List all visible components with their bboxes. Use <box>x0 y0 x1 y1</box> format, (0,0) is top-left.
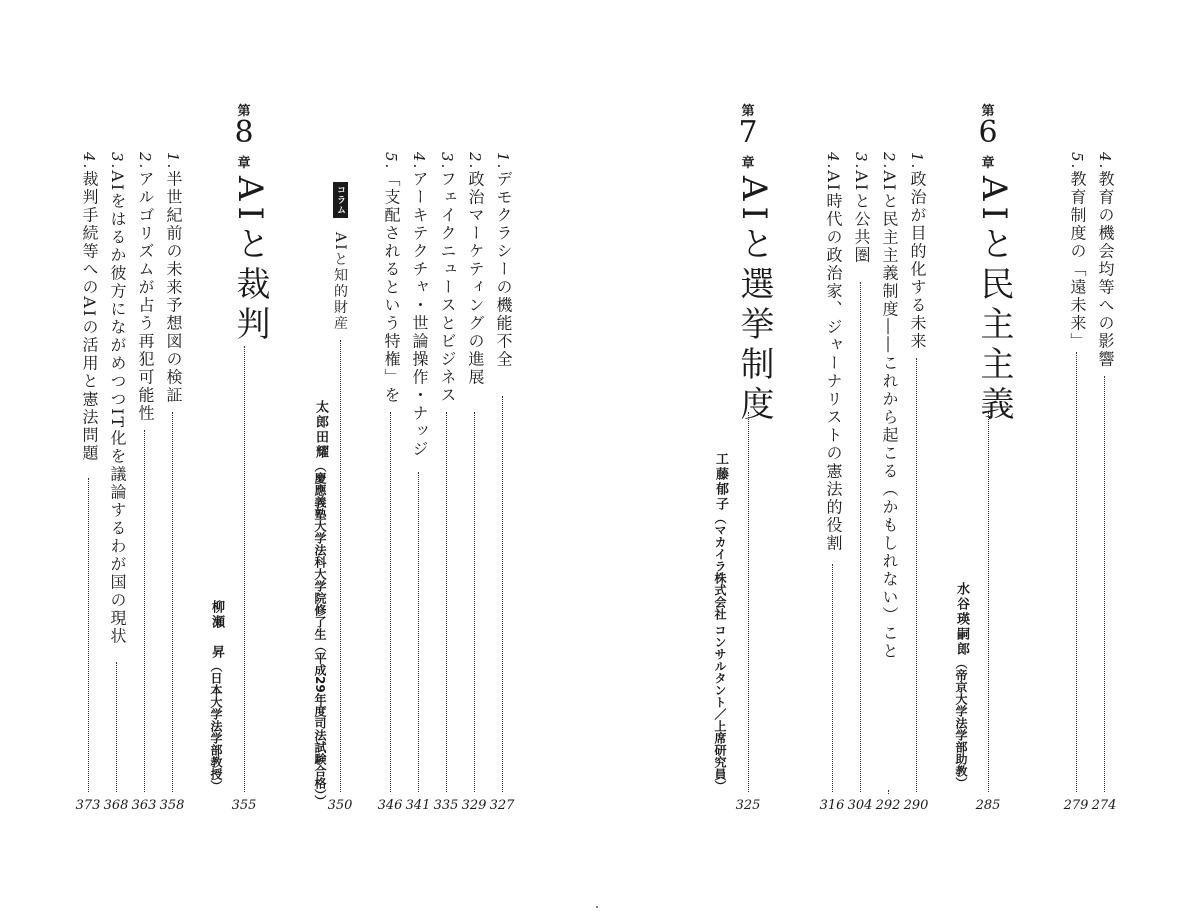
leader-dots <box>1104 376 1105 792</box>
entry-title: デモクラシーの機能不全 <box>494 170 513 369</box>
chapter-author <box>711 452 730 792</box>
chapter-title[interactable]: AIと選挙制度 <box>734 176 774 426</box>
chapter-label-top: 第 <box>981 104 995 119</box>
leader-dots <box>144 430 145 792</box>
entry-title: AIと公共圏 <box>852 170 871 265</box>
page-number: 350 <box>327 798 353 813</box>
page-number: 327 <box>489 798 515 813</box>
leader-dots <box>888 790 889 794</box>
entry-number: 1. <box>164 152 182 171</box>
leader-dots <box>860 282 861 792</box>
entry-number: 2. <box>880 152 898 171</box>
author-name: 太郎田耀 <box>313 400 328 460</box>
toc-entry[interactable] <box>906 152 929 350</box>
entry-number: 2. <box>136 152 154 171</box>
page-number: 325 <box>735 798 761 813</box>
entry-title: 教育の機会均等への影響 <box>1096 170 1115 369</box>
leader-dots <box>340 340 341 792</box>
entry-title: アルゴリズムが占う再犯可能性 <box>136 170 155 423</box>
page-number: 285 <box>975 798 1001 813</box>
column-author <box>311 400 330 807</box>
page-number: 335 <box>433 798 459 813</box>
toc-entry[interactable] <box>878 152 901 660</box>
leader-dots <box>748 412 749 792</box>
toc-entry[interactable] <box>380 152 403 404</box>
entry-number: 5. <box>382 152 400 171</box>
leader-dots <box>474 412 475 792</box>
leader-dots <box>916 358 917 792</box>
page-number: 373 <box>75 798 101 813</box>
entry-title: 政治が目的化する未来 <box>908 170 927 351</box>
leader-dots <box>502 396 503 792</box>
entry-number: 2. <box>466 152 484 171</box>
author-name: 柳瀬 昇 <box>209 600 224 660</box>
entry-number: 4. <box>1096 152 1114 171</box>
toc-entry[interactable] <box>1066 152 1089 350</box>
entry-title: 半世紀前の未来予想図の検証 <box>164 170 183 405</box>
chapter-title[interactable]: AIと裁判 <box>230 176 270 346</box>
chapter-label-bottom: 章 <box>981 156 995 171</box>
page-number: 316 <box>819 798 845 813</box>
chapter-number: 7 <box>738 115 758 150</box>
column-badge: コラム <box>333 182 348 218</box>
entry-number: 5. <box>1068 152 1086 171</box>
entry-number: 3. <box>852 152 870 171</box>
chapter-number: 8 <box>234 115 254 150</box>
toc-entry[interactable] <box>408 152 431 458</box>
author-affiliation: （慶應義塾大学法科大学院修了生（平成29年度司法試験合格）） <box>313 460 327 807</box>
entry-title: 政治マーケティングの進展 <box>466 170 485 387</box>
chapter-label-top: 第 <box>237 104 251 119</box>
entry-title: AIと民主主義制度――これから起こる（かもしれない）こと <box>880 170 899 661</box>
leader-dots <box>172 412 173 792</box>
author-affiliation: （日本大学法学部教授） <box>209 660 223 792</box>
page-number: 358 <box>159 798 185 813</box>
page-number: 292 <box>875 798 901 813</box>
toc-entry[interactable] <box>106 152 129 645</box>
entry-number: 1. <box>494 152 512 171</box>
entry-number: 3. <box>108 152 126 171</box>
leader-dots <box>446 412 447 792</box>
leader-dots <box>390 412 391 792</box>
entry-number: 3. <box>438 152 456 171</box>
page-number: 290 <box>903 798 929 813</box>
entry-title: 「支配されるという特権」を <box>382 170 401 405</box>
toc-entry[interactable] <box>822 152 845 552</box>
toc-entry[interactable] <box>162 152 185 404</box>
entry-title: 裁判手続等へのAIの活用と憲法問題 <box>80 170 99 463</box>
entry-number: 4. <box>824 152 842 171</box>
entry-title: アーキテクチャ・世論操作・ナッジ <box>410 170 429 459</box>
page-number: 368 <box>103 798 129 813</box>
author-name: 水谷瑛嗣郎 <box>954 582 969 657</box>
author-affiliation: （帝京大学法学部助教） <box>954 657 968 789</box>
author-affiliation: （マカイラ株式会社 コンサルタント／上席研究員） <box>713 512 727 793</box>
chapter-label-top: 第 <box>741 104 755 119</box>
toc-entry[interactable] <box>492 152 515 368</box>
page-number: 363 <box>131 798 157 813</box>
chapter-author <box>952 582 971 789</box>
gutter-mark <box>596 906 598 908</box>
page-number: 304 <box>847 798 873 813</box>
entry-title: フェイクニュースとビジネス <box>438 170 457 405</box>
toc-entry[interactable] <box>850 152 873 264</box>
leader-dots <box>988 412 989 792</box>
toc-entry[interactable] <box>436 152 459 404</box>
chapter-title[interactable]: AIと民主主義 <box>974 176 1014 426</box>
entry-title: 教育制度の「遠未来」 <box>1068 170 1087 351</box>
leader-dots <box>244 346 245 792</box>
toc-entry[interactable] <box>78 152 101 462</box>
leader-dots <box>116 662 117 792</box>
page-number: 274 <box>1091 798 1117 813</box>
entry-number: 4. <box>80 152 98 171</box>
page-number: 346 <box>377 798 403 813</box>
column-title: AIと知的財産 <box>332 232 348 332</box>
page-number: 329 <box>461 798 487 813</box>
leader-dots <box>418 472 419 792</box>
leader-dots <box>88 478 89 792</box>
toc-entry[interactable] <box>1094 152 1117 368</box>
page-number: 355 <box>231 798 257 813</box>
leader-dots <box>832 564 833 792</box>
page-number: 279 <box>1063 798 1089 813</box>
leader-dots <box>1076 352 1077 792</box>
chapter-label-bottom: 章 <box>741 156 755 171</box>
toc-entry[interactable] <box>134 152 157 422</box>
page-number: 341 <box>405 798 431 813</box>
entry-number: 4. <box>410 152 428 171</box>
toc-entry[interactable] <box>464 152 487 386</box>
chapter-author <box>207 600 226 792</box>
author-name: 工藤郁子 <box>713 452 728 512</box>
chapter-label-bottom: 章 <box>237 156 251 171</box>
column-entry[interactable] <box>330 232 350 332</box>
entry-title: AI時代の政治家、ジャーナリストの憲法的役割 <box>824 170 843 553</box>
entry-title: AIをはるか彼方にながめつつIT化を議論するわが国の現状 <box>108 170 127 646</box>
entry-number: 1. <box>908 152 926 171</box>
chapter-number: 6 <box>978 115 998 150</box>
